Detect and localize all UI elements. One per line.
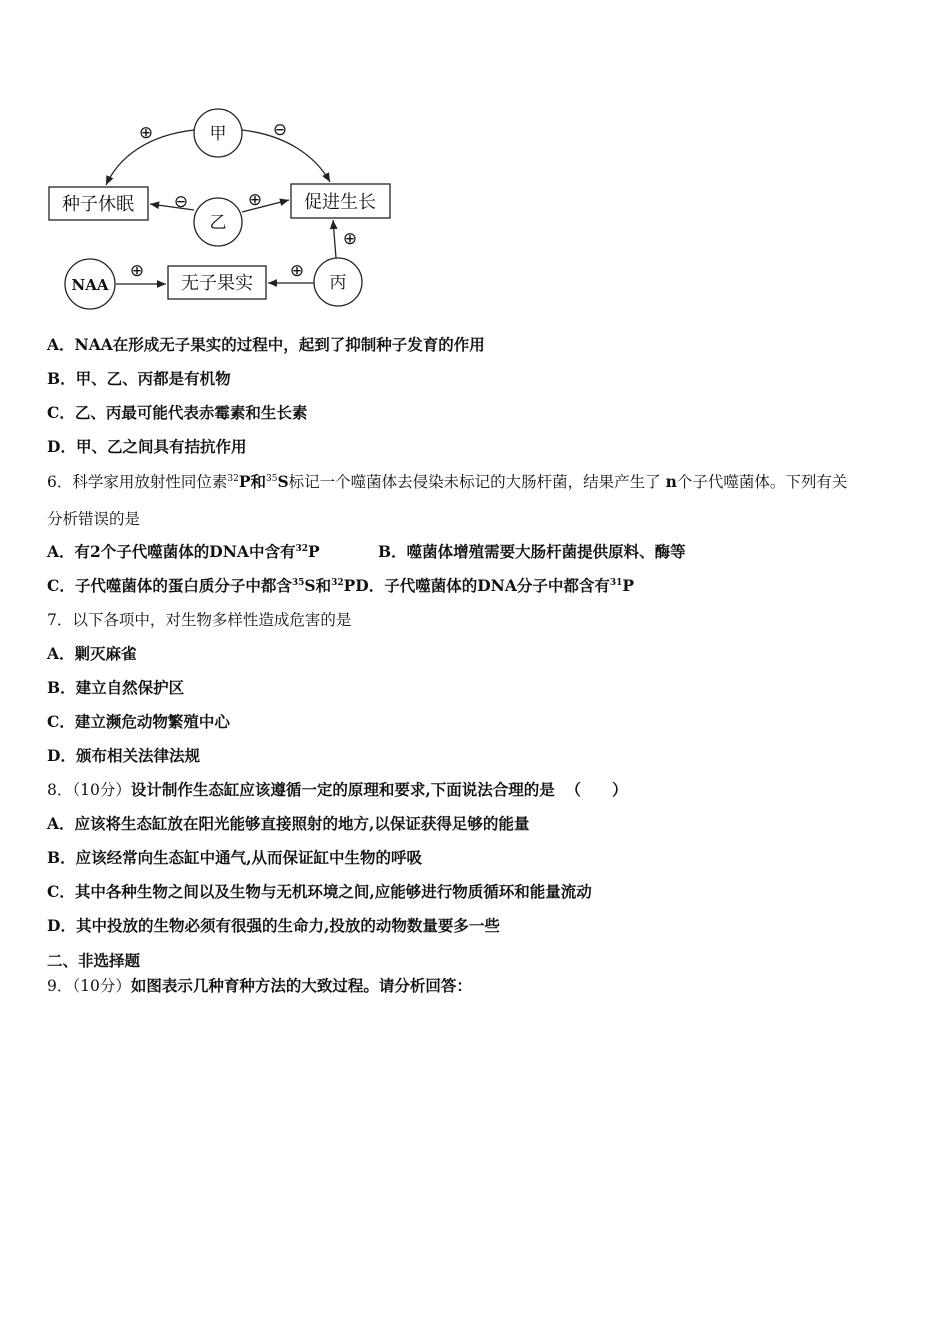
- q9-number: 9．（10分）: [47, 977, 131, 995]
- q6-n: n: [665, 472, 677, 491]
- q9-stem-text: 如图表示几种育种方法的大致过程。请分析回答：: [130, 976, 472, 995]
- q6-c-sup2: 32: [331, 578, 344, 588]
- q8-stem: [47, 780, 628, 800]
- q7-option-a: A．剿灭麻雀: [47, 644, 137, 663]
- sign-jia-growth: ⊖: [272, 120, 288, 140]
- q5-option-c: C．乙、丙最可能代表赤霉素和生长素: [47, 403, 308, 422]
- node-bing-label: 丙: [329, 273, 347, 293]
- q6-a-text: A．有2个子代噬菌体的DNA中含有: [47, 542, 296, 561]
- q8-paren: （ ）: [565, 780, 628, 799]
- q6-stem-part1: 6．科学家用放射性同位素: [47, 473, 228, 491]
- q6-c-sup1: 35: [291, 578, 305, 588]
- node-yi-label: 乙: [209, 213, 227, 233]
- box-seedless-label: 无子果实: [181, 273, 253, 294]
- q6-iso35: 35: [265, 474, 278, 484]
- q6-c-p: P: [343, 576, 356, 595]
- sign-bing-growth: ⊕: [342, 229, 358, 249]
- q5-option-d: D．甲、乙之间具有拮抗作用: [47, 437, 247, 456]
- q7-stem: 7．以下各项中，对生物多样性造成危害的是: [47, 611, 352, 629]
- q8-option-d: D．其中投放的生物必须有很强的生命力,投放的动物数量要多一些: [47, 916, 500, 935]
- sign-bing-seedless: ⊕: [289, 261, 305, 281]
- q6-stem-part3-text: 标记一个噬菌体去侵染未标记的大肠杆菌，结果产生了: [288, 473, 666, 491]
- q6-option-a: [47, 542, 320, 562]
- sign-naa-seedless: ⊕: [129, 261, 145, 281]
- node-jia-label: 甲: [209, 124, 227, 144]
- q6-iso32: 32: [227, 474, 239, 484]
- q6-option-b: B．噬菌体增殖需要大肠杆菌提供原料、酶等: [378, 542, 686, 561]
- q8-number: 8．（10分）: [47, 781, 131, 799]
- q7-option-b: B．建立自然保护区: [47, 678, 185, 697]
- q7-option-d: D．颁布相关法律法规: [47, 746, 200, 765]
- sign-jia-dormancy: ⊕: [138, 123, 154, 143]
- q6-a-p: P: [307, 542, 320, 561]
- q9-stem: [47, 976, 472, 996]
- q6-stem: [47, 472, 847, 492]
- q6-a-sup: 32: [295, 544, 308, 554]
- sign-yi-dormancy: ⊖: [173, 192, 189, 212]
- q8-option-b: B．应该经常向生态缸中通气,从而保证缸中生物的呼吸: [47, 848, 422, 867]
- q6-stem-part2: P和: [238, 472, 266, 491]
- q6-d-p: P: [622, 576, 635, 595]
- q8-option-a: A．应该将生态缸放在阳光能够直接照射的地方,以保证获得足够的能量: [47, 814, 530, 833]
- box-dormancy-label: 种子休眠: [62, 194, 134, 215]
- q6-stem-part3-s: S: [277, 472, 289, 491]
- q6-d-sup: 31: [609, 578, 623, 588]
- q6-c-s: S和: [304, 576, 332, 595]
- hormone-diagram: [40, 100, 410, 315]
- q6-option-c-d: [47, 576, 634, 596]
- box-growth-label: 促进生长: [304, 192, 376, 213]
- q6-c-text: C．子代噬菌体的蛋白质分子中都含: [47, 576, 292, 595]
- q5-option-a: A．NAA在形成无子果实的过程中，起到了抑制种子发育的作用: [47, 335, 485, 354]
- arrow-bing-growth: [333, 220, 336, 258]
- section2-heading: 二、非选择题: [47, 951, 141, 970]
- q5-option-b: B．甲、乙、丙都是有机物: [47, 369, 231, 388]
- q8-stem-text: 设计制作生态缸应该遵循一定的原理和要求,下面说法合理的是: [130, 780, 555, 799]
- q6-stem-line2: 分析错误的是: [47, 510, 141, 528]
- sign-yi-growth: ⊕: [247, 190, 263, 210]
- q8-option-c: C．其中各种生物之间以及生物与无机环境之间,应能够进行物质循环和能量流动: [47, 882, 592, 901]
- q7-option-c: C．建立濒危动物繁殖中心: [47, 712, 230, 731]
- node-naa-label: NAA: [71, 276, 109, 294]
- q6-stem-part4: 个子代噬菌体。下列有关: [676, 473, 848, 491]
- q6-d-text: D．子代噬菌体的DNA分子中都含有: [355, 576, 610, 595]
